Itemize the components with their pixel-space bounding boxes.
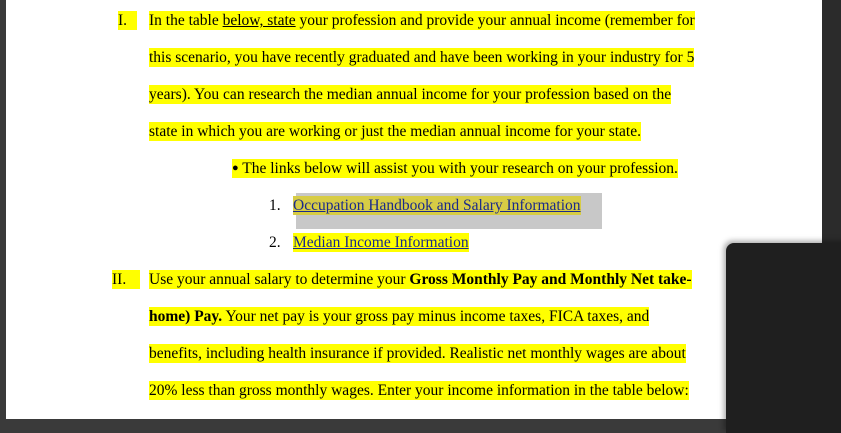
- item-ii-line-1-text-a: Use your annual salary to determine your: [149, 271, 410, 288]
- document-page: [6, 0, 822, 419]
- link-occupation-handbook[interactable]: [293, 196, 581, 215]
- bullet-text: The links below will assist you with your research on your profession.: [242, 160, 678, 177]
- item-marker-ii: II.: [112, 270, 140, 289]
- item-i-line-1-text-b: your profession and provide your annual income (remember for: [295, 12, 695, 29]
- item-i-line-1-text-a: In the table: [149, 12, 223, 29]
- item-ii-line-4: 20% less than gross monthly wages. Enter your income information in the table below:: [149, 382, 689, 399]
- item-i-line-3: years). You can research the median annual income for your profession based on the: [149, 86, 672, 103]
- bullet-line: [232, 159, 678, 178]
- item-i-line-1-underlined: below, state: [222, 12, 296, 29]
- item-ii-line-2-text-a: Your net pay is your gross pay minus income taxes, FICA taxes, and: [222, 308, 650, 325]
- item-ii-line-3: benefits, including health insurance if provided. Realistic net monthly wages are about: [149, 345, 686, 362]
- link-occupation-handbook-label[interactable]: Occupation Handbook and Salary Information: [293, 197, 581, 214]
- overlay-panel[interactable]: [726, 243, 841, 433]
- item-ii-line-2: [149, 307, 649, 326]
- item-ii-line-2-bold: home) Pay.: [149, 308, 223, 325]
- link-median-income[interactable]: [293, 233, 469, 252]
- item-i-line-4: state in which you are working or just the median annual income for your state.: [149, 123, 641, 140]
- bullet-icon: ●: [232, 162, 239, 174]
- link-2-number: 2.: [269, 234, 281, 251]
- item-ii-line-1-bold: Gross Monthly Pay and Monthly Net take-: [409, 271, 692, 288]
- item-i-line-2: this scenario, you have recently graduated and have been working in your industry for 5: [149, 49, 695, 66]
- item-i-line-1: [149, 11, 695, 30]
- item-marker-i: I.: [118, 11, 137, 30]
- item-ii-line-1: [149, 270, 692, 289]
- link-1-number: 1.: [269, 197, 281, 214]
- link-median-income-label[interactable]: Median Income Information: [293, 234, 469, 251]
